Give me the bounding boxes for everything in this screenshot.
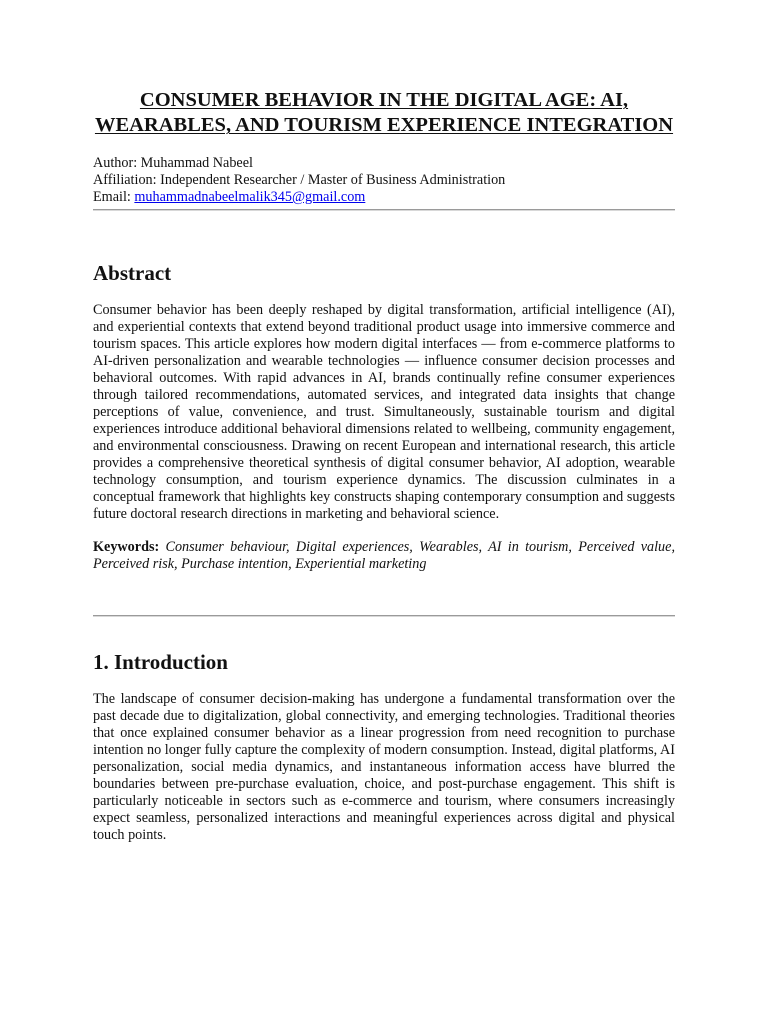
author-block [93,155,675,206]
email-line [93,189,675,206]
abstract-text: Consumer behavior has been deeply reshaped by digital transformation, artificial intelligence (AI), and experiential contexts that extend beyond traditional product usage into immersive commerce and tourism spaces. This article explores how modern digital interfaces — from e-commerce platforms to AI-driven personalization and wearable technologies — influence consumer decision processes and behavioral outcomes. With rapid advances in AI, brands continually refine consumer experiences through tailored recommendations, automated services, and integrated data insights that change perceptions of value, convenience, and trust. Simultaneously, sustainable tourism and digital experiences introduce additional behavioral dimensions related to wellbeing, community engagement, and environmental consciousness. Drawing on recent European and international research, this article provides a comprehensive theoretical synthesis of digital consumer behavior, AI adoption, wearable technology consumption, and tourism experience dynamics. The discussion culminates in a conceptual framework that highlights key constructs shaping contemporary consumption and suggests future doctoral research directions in marketing and behavioral science. [93,302,675,522]
email-label: Email: [93,189,135,205]
introduction-heading: 1. Introduction [93,650,228,674]
email-link[interactable]: muhammadnabeelmalik345@gmail.com [134,189,366,205]
author-line: Author: Muhammad Nabeel [93,155,253,171]
document-page [93,88,675,844]
header-divider [93,209,675,211]
keywords-line [93,539,675,573]
introduction-text: The landscape of consumer decision-making has undergone a fundamental transformation over the past decade due to digitalization, global connectivity, and emerging technologies. Traditional theories that once explained consumer behavior as a linear progression from need recognition to purchase intention no longer fully capture the complexity of modern consumption. Instead, digital platforms, AI personalization, social media dynamics, and instantaneous information access have blurred the boundaries between pre-purchase evaluation, choice, and post-purchase engagement. This shift is particularly noticeable in sectors such as e-commerce and tourism, where consumers increasingly expect seamless, personalized interactions and meaningful experiences across digital and physical touch points. [93,691,675,843]
keywords-label: Keywords: [93,539,160,555]
affiliation-line: Affiliation: Independent Researcher / Master of Business Administration [93,172,506,188]
paper-title: CONSUMER BEHAVIOR IN THE DIGITAL AGE: AI, WEARABLES, AND TOURISM EXPERIENCE INTEGRATION [94,89,674,136]
abstract-heading: Abstract [93,261,172,285]
keywords-list: Consumer behaviour, Digital experiences, Wearables, AI in tourism, Perceived value, Perceived risk, Purchase intention, Experiential marketing [93,539,675,572]
section-divider [93,615,675,617]
